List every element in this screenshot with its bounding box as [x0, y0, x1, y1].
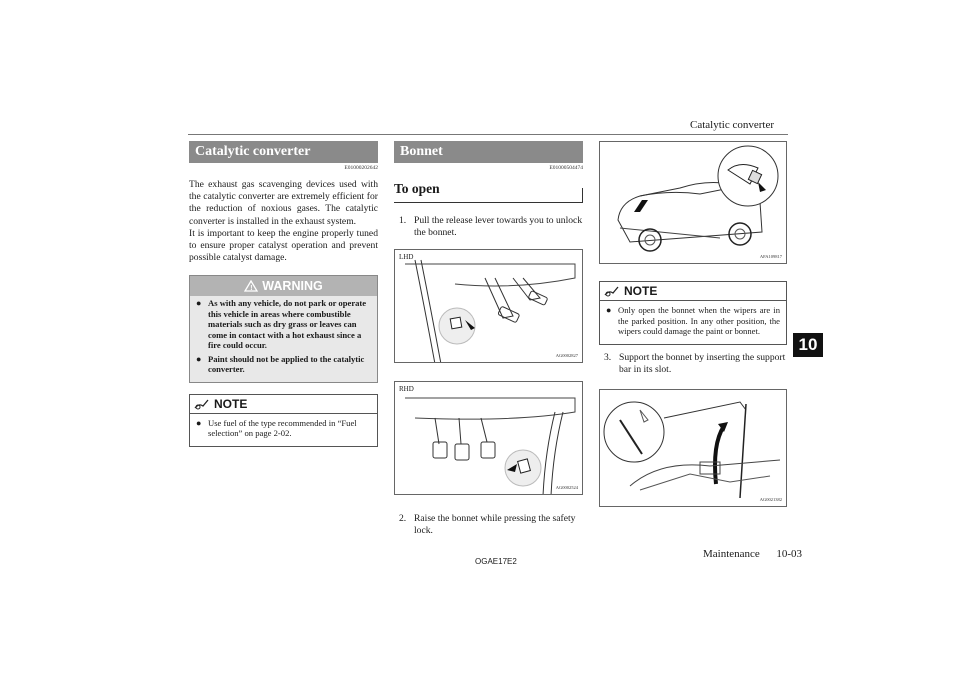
note-box [189, 394, 378, 447]
subheading: To open [394, 181, 583, 203]
body-paragraph: It is important to keep the engine properly tuned to ensure proper catalyst operation and prevent possible catalyst damage. [189, 227, 378, 264]
running-header: Catalytic converter [690, 119, 774, 131]
section-title-bar: Bonnet [394, 141, 583, 163]
bullet-icon: ● [196, 417, 202, 428]
bullet-icon: ● [196, 353, 202, 364]
figure-lhd: LHD AG0002827 [394, 249, 583, 363]
warning-item: ● As with any vehicle, do not park or operate this vehicle in areas where combustible materials such as dry grass or leaves can come in contact with a hot exhaust since a fire could occur. [196, 298, 367, 351]
figure-car: AFA109817 [599, 141, 787, 264]
step-3: 3. Support the bonnet by inserting the support bar in its slot. [604, 352, 786, 376]
note-item: ● Use fuel of the type recommended in “Fuel selection” on page 2-02. [196, 417, 357, 439]
note-label: NOTE [214, 396, 248, 411]
note-label: NOTE [624, 284, 658, 298]
section-code: E01000504474 [549, 165, 583, 171]
note-pen-icon [604, 285, 620, 297]
pedal-rhd-illustration [395, 382, 583, 495]
section-title-bar: Catalytic converter [189, 141, 378, 163]
figure-support-bar: AG0021382 [599, 389, 787, 507]
bullet-icon: ● [196, 298, 202, 309]
warning-box [189, 275, 378, 383]
bonnet-section [394, 141, 583, 239]
note-box [599, 281, 787, 345]
warning-item: ● Paint should not be applied to the catalytic converter. [196, 353, 365, 375]
warning-header [190, 276, 377, 296]
chapter-tab: 10 [793, 333, 823, 357]
svg-text:!: ! [250, 285, 253, 293]
document-code: OGAE17E2 [475, 557, 517, 566]
note-pen-icon [194, 398, 210, 410]
figure-rhd: RHD AG0002524 [394, 381, 583, 495]
body-paragraph: The exhaust gas scavenging devices used with the catalytic converter are extremely efficient for the reduction of noxious gases. The catalytic converter is installed in the exhaust system. [189, 179, 378, 227]
note-header [600, 282, 786, 301]
warning-label: WARNING [262, 279, 323, 294]
header-rule [188, 134, 788, 135]
warning-triangle-icon [244, 280, 258, 292]
note-header [190, 395, 377, 414]
page-footer: Maintenance 10-03 [703, 548, 802, 560]
catalytic-section [189, 141, 378, 447]
step-1: 1. Pull the release lever towards you to unlock the bonnet. [399, 215, 583, 239]
support-bar-illustration [600, 390, 787, 507]
section-code: E01000202642 [344, 165, 378, 171]
pedal-lhd-illustration [395, 250, 583, 363]
bullet-icon: ● [606, 305, 612, 315]
car-bonnet-illustration [600, 142, 787, 264]
note-item: ● Only open the bonnet when the wipers are in the parked position. In any other position, the wipers could damage the paint or bonnet. [606, 305, 780, 336]
step-2: 2. Raise the bonnet while pressing the safety lock. [399, 513, 576, 537]
